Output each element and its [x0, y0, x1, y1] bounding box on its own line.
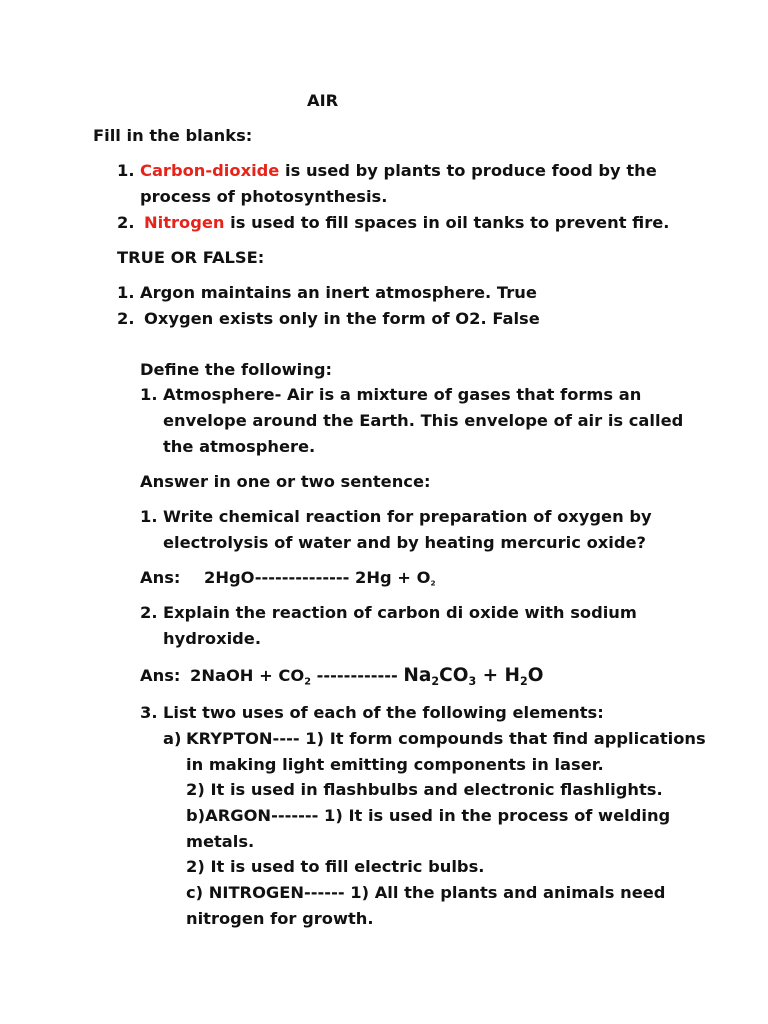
fill-text-1: is used by plants to produce food by the — [285, 161, 657, 180]
fill-item-2-number: 2. — [117, 213, 135, 232]
define-item-1-line-2: envelope around the Earth. This envelope of air is called — [163, 411, 684, 430]
answer-2-equation — [190, 666, 544, 686]
answer-2-reactant-sub: 2 — [304, 676, 311, 688]
answer-1-label: Ans: — [140, 568, 181, 587]
answer-2-reactants: 2NaOH + CO — [190, 666, 305, 685]
answer-1-text: 2HgO-------------- 2Hg + O — [204, 568, 431, 587]
question-3-text: List two uses of each of the following elements: — [163, 703, 604, 722]
answer-2-h-sub: 2 — [520, 674, 528, 688]
uses-line-7: c) NITROGEN------ 1) All the plants and animals need — [186, 883, 666, 902]
fill-item-1-number: 1. — [117, 161, 135, 180]
answer-2-plus-h: + H — [476, 665, 521, 686]
tf-item-1-number: 1. — [117, 283, 135, 302]
answer-2-arrow: ------------ — [310, 666, 404, 685]
question-1-line-2: electrolysis of water and by heating mercuric oxide? — [163, 533, 646, 552]
question-2-number: 2. — [140, 603, 158, 622]
question-2-line-2: hydroxide. — [163, 629, 262, 648]
answer-2-product-co-sub: 3 — [468, 674, 477, 688]
fill-item-2 — [144, 213, 669, 233]
doc-title: AIR — [307, 91, 339, 110]
uses-a-label: a) — [163, 729, 182, 748]
uses-line-6: 2) It is used to fill electric bulbs. — [186, 857, 485, 876]
answer-2-product-na: Na — [403, 665, 432, 686]
answer-1-subscript: 2 — [430, 578, 436, 588]
question-1-line-1: Write chemical reaction for preparation of oxygen by — [163, 507, 652, 526]
answer-2-product-o: O — [527, 665, 544, 686]
uses-line-3: 2) It is used in flashbulbs and electronic flashlights. — [186, 780, 663, 799]
define-heading: Define the following: — [140, 360, 333, 379]
tf-item-1: Argon maintains an inert atmosphere. True — [140, 283, 537, 302]
tf-item-2: Oxygen exists only in the form of O2. False — [144, 309, 540, 328]
question-2-line-1: Explain the reaction of carbon di oxide with sodium — [163, 603, 637, 622]
answer-heading: Answer in one or two sentence: — [140, 472, 431, 491]
fill-blanks-heading: Fill in the blanks: — [93, 126, 253, 145]
define-item-1-line-1: Atmosphere- Air is a mixture of gases that forms an — [163, 385, 642, 404]
question-3-number: 3. — [140, 703, 158, 722]
fill-answer-1: Carbon-dioxide — [140, 161, 280, 180]
true-false-heading: TRUE OR FALSE: — [117, 248, 265, 267]
tf-item-2-number: 2. — [117, 309, 135, 328]
answer-1-equation — [204, 568, 436, 588]
define-item-1-line-3: the atmosphere. — [163, 437, 316, 456]
answer-2-label: Ans: — [140, 666, 181, 685]
fill-item-1 — [140, 161, 657, 181]
answer-2-product-co: CO — [439, 665, 469, 686]
fill-answer-2: Nitrogen — [144, 213, 225, 232]
fill-text-2: is used to fill spaces in oil tanks to prevent fire. — [230, 213, 670, 232]
uses-line-2: in making light emitting components in laser. — [186, 755, 604, 774]
uses-line-8: nitrogen for growth. — [186, 909, 374, 928]
uses-line-4: b)ARGON------- 1) It is used in the process of welding — [186, 806, 671, 825]
fill-item-1-cont: process of photosynthesis. — [140, 187, 388, 206]
define-item-1-number: 1. — [140, 385, 158, 404]
uses-line-5: metals. — [186, 832, 255, 851]
answer-2-product-na-sub: 2 — [431, 674, 440, 688]
question-1-number: 1. — [140, 507, 158, 526]
uses-line-1: KRYPTON---- 1) It form compounds that find applications — [186, 729, 706, 748]
